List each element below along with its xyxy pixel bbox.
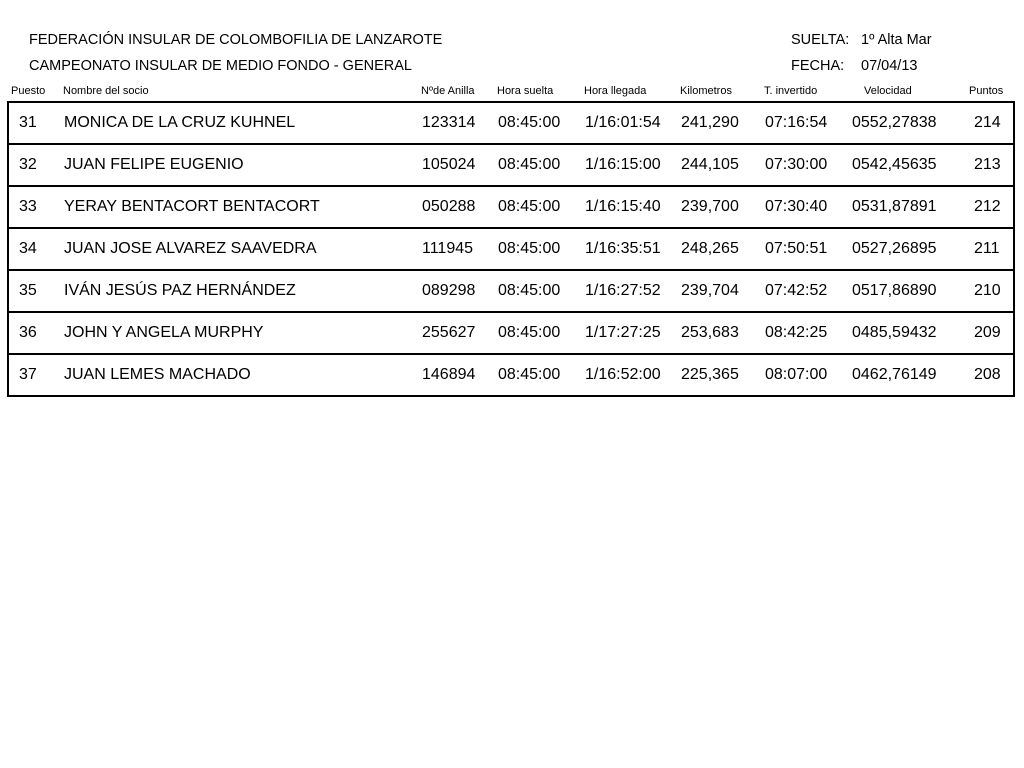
cell-hora-suelta: 08:45:00 [498,366,561,383]
cell-hora-llegada: 1/16:15:00 [585,156,661,173]
cell-puntos: 214 [974,114,1001,131]
col-header-puntos: Puntos [969,85,1004,97]
cell-kilometros: 248,265 [681,240,739,257]
suelta-value: 1º Alta Mar [861,32,932,48]
cell-hora-suelta: 08:45:00 [498,156,561,173]
suelta-label: SUELTA: [791,32,850,48]
cell-kilometros: 241,290 [681,114,739,131]
cell-t-invertido: 07:30:00 [765,156,828,173]
cell-puesto: 32 [19,156,37,173]
table-row [7,313,1015,355]
championship-title: CAMPEONATO INSULAR DE MEDIO FONDO - GENERAL [29,58,412,74]
col-header-velocidad: Velocidad [864,85,912,97]
cell-puesto: 35 [19,282,37,299]
cell-puntos: 209 [974,324,1001,341]
table-row [7,229,1015,271]
cell-nombre: IVÁN JESÚS PAZ HERNÁNDEZ [64,282,296,299]
fecha-value: 07/04/13 [861,58,918,74]
cell-puesto: 31 [19,114,37,131]
cell-hora-suelta: 08:45:00 [498,240,561,257]
cell-anilla: 105024 [422,156,476,173]
cell-puesto: 34 [19,240,37,257]
cell-hora-suelta: 08:45:00 [498,282,561,299]
cell-nombre: YERAY BENTACORT BENTACORT [64,198,320,215]
cell-anilla: 255627 [422,324,476,341]
cell-t-invertido: 08:07:00 [765,366,828,383]
cell-nombre: MONICA DE LA CRUZ KUHNEL [64,114,296,131]
cell-puesto: 33 [19,198,37,215]
cell-puntos: 213 [974,156,1001,173]
cell-puntos: 208 [974,366,1001,383]
col-header-t-invertido: T. invertido [764,85,818,97]
cell-puntos: 211 [974,240,1000,257]
cell-hora-suelta: 08:45:00 [498,324,561,341]
organization-title: FEDERACIÓN INSULAR DE COLOMBOFILIA DE LANZAROTE [29,32,443,48]
table-row [7,355,1015,397]
cell-anilla: 089298 [422,282,476,299]
cell-nombre: JOHN Y ANGELA MURPHY [64,324,264,341]
cell-velocidad: 0552,27838 [852,114,937,131]
table-header [7,84,1015,103]
table-row [7,271,1015,313]
cell-nombre: JUAN FELIPE EUGENIO [64,156,244,173]
cell-t-invertido: 07:50:51 [765,240,828,257]
col-header-hora-suelta: Hora suelta [497,85,554,97]
cell-kilometros: 244,105 [681,156,739,173]
results-table [7,84,1015,397]
cell-puesto: 36 [19,324,37,341]
cell-t-invertido: 07:16:54 [765,114,828,131]
col-header-puesto: Puesto [11,85,46,97]
table-row [7,145,1015,187]
cell-puntos: 212 [974,198,1001,215]
cell-t-invertido: 08:42:25 [765,324,828,341]
cell-anilla: 050288 [422,198,476,215]
table-row [7,103,1015,145]
cell-hora-llegada: 1/17:27:25 [585,324,661,341]
cell-kilometros: 239,704 [681,282,739,299]
col-header-anilla: Nºde Anilla [421,85,475,97]
cell-puesto: 37 [19,366,37,383]
cell-velocidad: 0517,86890 [852,282,937,299]
cell-velocidad: 0531,87891 [852,198,937,215]
cell-t-invertido: 07:30:40 [765,198,828,215]
table-row [7,187,1015,229]
cell-anilla: 146894 [422,366,476,383]
cell-velocidad: 0527,26895 [852,240,937,257]
col-header-kilometros: Kilometros [680,85,732,97]
cell-nombre: JUAN JOSE ALVAREZ SAAVEDRA [64,240,317,257]
cell-nombre: JUAN LEMES MACHADO [64,366,251,383]
cell-hora-llegada: 1/16:01:54 [585,114,661,131]
cell-hora-llegada: 1/16:52:00 [585,366,661,383]
cell-hora-llegada: 1/16:35:51 [585,240,661,257]
fecha-label: FECHA: [791,58,845,74]
cell-t-invertido: 07:42:52 [765,282,828,299]
cell-hora-llegada: 1/16:27:52 [585,282,661,299]
cell-velocidad: 0542,45635 [852,156,937,173]
cell-anilla: 111945 [422,240,474,257]
cell-hora-suelta: 08:45:00 [498,198,561,215]
cell-velocidad: 0462,76149 [852,366,937,383]
cell-hora-suelta: 08:45:00 [498,114,561,131]
cell-puntos: 210 [974,282,1001,299]
cell-velocidad: 0485,59432 [852,324,937,341]
cell-kilometros: 253,683 [681,324,739,341]
col-header-nombre: Nombre del socio [63,85,149,97]
cell-kilometros: 239,700 [681,198,739,215]
cell-hora-llegada: 1/16:15:40 [585,198,661,215]
cell-anilla: 123314 [422,114,476,131]
col-header-hora-llegada: Hora llegada [584,85,647,97]
cell-kilometros: 225,365 [681,366,739,383]
